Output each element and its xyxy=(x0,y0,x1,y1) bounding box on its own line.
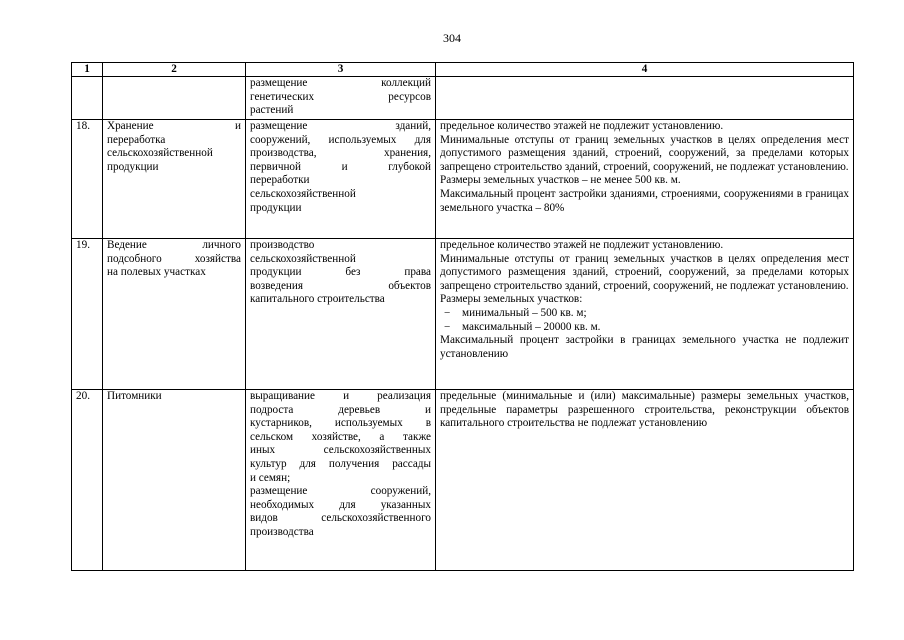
description-line: сельскохозяйственной xyxy=(250,252,356,265)
table-header-row xyxy=(72,63,854,77)
parameter-paragraph: Размеры земельных участков – не менее 500 кв. м. xyxy=(440,174,681,187)
description-line: производство xyxy=(250,239,315,251)
description-line: растений xyxy=(250,104,294,117)
name-line: Питомники xyxy=(107,390,162,402)
description-line: культур для получения рассады xyxy=(250,457,431,470)
parameter-paragraph: Минимальные отступы от границ земельных участков в целях определения мест допустимого размещения зданий, строений, сооружений, за пределами которых запрещено строительство зданий, строений, сооружений, не подлежат установлению. xyxy=(440,133,849,173)
description-line: видов сельскохозяйственного xyxy=(250,512,431,525)
description-line: производства xyxy=(250,525,314,538)
land-use-description xyxy=(246,120,436,239)
land-use-name xyxy=(103,77,246,120)
row-number: 19. xyxy=(72,239,103,390)
description-line: необходимых для указанных xyxy=(250,498,431,511)
header-col-4: 4 xyxy=(436,63,854,77)
row-number: 20. xyxy=(72,390,103,571)
name-line: переработка xyxy=(107,133,166,146)
name-line: продукции xyxy=(107,160,159,173)
parameter-paragraph: Максимальный процент застройки в границах земельного участка не подлежит установлению xyxy=(440,334,849,360)
land-use-description xyxy=(246,239,436,390)
description-line: кустарников, используемых в xyxy=(250,417,431,430)
size-list-item xyxy=(440,321,849,335)
table-row xyxy=(72,120,854,239)
description-line: размещение сооружений, xyxy=(250,485,431,498)
size-list-item xyxy=(440,307,849,321)
description-line: первичной и глубокой xyxy=(250,160,431,173)
parameter-paragraph: Минимальные отступы от границ земельных участков в целях определения мест допустимого размещения зданий, строений, сооружений, за пределами которых запрещено строительство зданий, строений, сооружений, не подлежат установлению. xyxy=(440,252,849,292)
header-col-2: 2 xyxy=(103,63,246,77)
parameter-paragraph: Размеры земельных участков: xyxy=(440,293,583,306)
description-line: капитального строительства xyxy=(250,293,385,306)
description-line: производства, хранения, xyxy=(250,147,431,160)
list-dash: − xyxy=(444,320,451,333)
page-number: 304 xyxy=(443,31,461,45)
description-line: сельскохозяйственной xyxy=(250,187,356,200)
name-line: сельскохозяйственной xyxy=(107,147,213,160)
table-row xyxy=(72,239,854,390)
header-col-1: 1 xyxy=(72,63,103,77)
description-line: выращивание и реализация xyxy=(250,390,431,402)
land-use-name xyxy=(103,390,246,571)
parameter-paragraph: Максимальный процент застройки зданиями, строениями, сооружениями в границах земельного участка – 80% xyxy=(440,187,849,214)
description-line: и семян; xyxy=(250,471,291,484)
land-use-description xyxy=(246,77,436,120)
list-item-text: минимальный – 500 кв. м; xyxy=(462,306,587,319)
name-line: Хранение и xyxy=(107,120,241,132)
row-number: 18. xyxy=(72,120,103,239)
description-line: переработки xyxy=(250,174,310,187)
construction-parameters xyxy=(436,239,854,390)
description-line: подроста деревьев и xyxy=(250,403,431,416)
parameter-paragraph: предельное количество этажей не подлежит установлению. xyxy=(440,120,724,132)
description-line: размещение зданий, xyxy=(250,120,431,132)
construction-parameters xyxy=(436,77,854,120)
description-line: продукции без права xyxy=(250,266,431,279)
construction-parameters xyxy=(436,390,854,571)
description-line: сооружений, используемых для xyxy=(250,133,431,146)
zoning-table xyxy=(71,62,854,571)
construction-parameters xyxy=(436,120,854,239)
description-line: продукции xyxy=(250,201,302,214)
name-line: подсобного хозяйства xyxy=(107,252,241,265)
table-row xyxy=(72,390,854,571)
row-number xyxy=(72,77,103,120)
description-line: сельском хозяйстве, а также xyxy=(250,430,431,443)
description-line: иных сельскохозяйственных xyxy=(250,444,431,457)
parameter-paragraph: предельное количество этажей не подлежит установлению. xyxy=(440,239,724,251)
table-row xyxy=(72,77,854,120)
header-col-3: 3 xyxy=(246,63,436,77)
description-line: генетических ресурсов xyxy=(250,90,431,103)
land-use-description xyxy=(246,390,436,571)
list-item-text: максимальный – 20000 кв. м. xyxy=(462,320,601,333)
description-line: возведения объектов xyxy=(250,279,431,292)
name-line: Ведение личного xyxy=(107,239,241,251)
land-use-name xyxy=(103,120,246,239)
name-line: на полевых участках xyxy=(107,266,206,279)
parameter-paragraph: предельные (минимальные и (или) максимальные) размеры земельных участков, предельные параметры разрешенного строительства, реконструкции объектов капитального строительства не подлежат установлению xyxy=(440,390,849,430)
description-line: размещение коллекций xyxy=(250,77,431,89)
land-use-name xyxy=(103,239,246,390)
list-dash: − xyxy=(444,306,451,319)
